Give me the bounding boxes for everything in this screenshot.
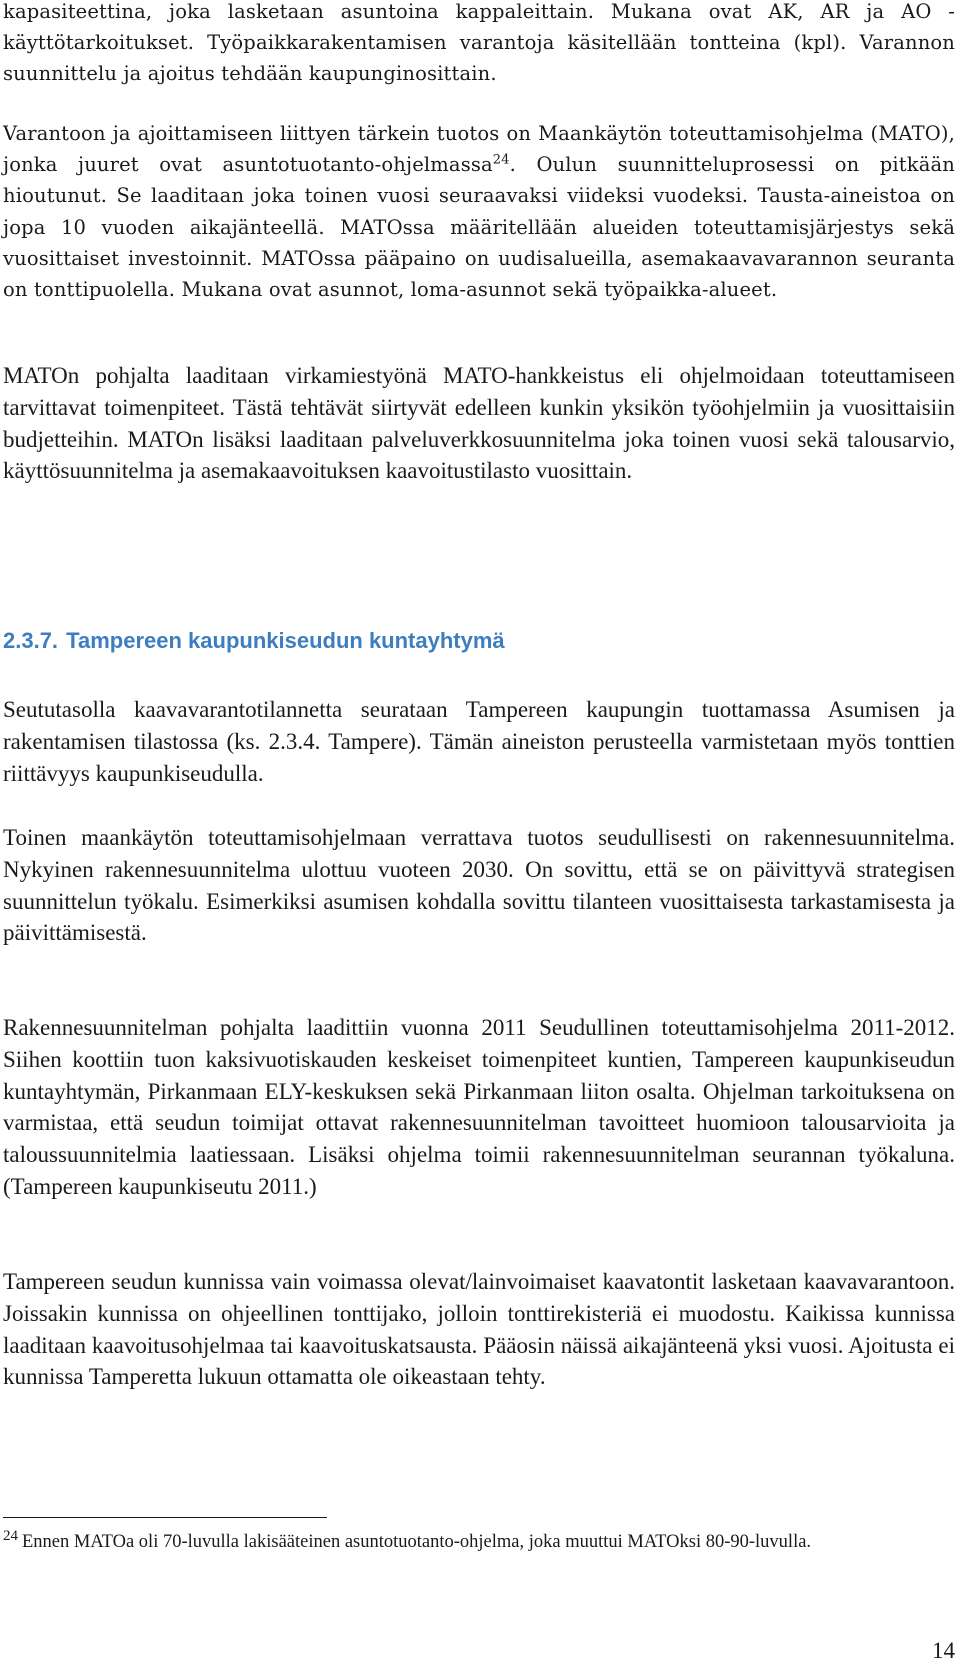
paragraph-toteuttamisohjelma: Rakennesuunnitelman pohjalta laadittiin vuonna 2011 Seudullinen toteuttamisohjelma 2011-2012. Siihen koottiin tuon kaksivuotiskauden keskeiset toimenpiteet kuntien, Tampereen kaupunkiseudun kuntayhtymän, Pirkanmaan ELY-keskuksen sekä Pirkanmaan liiton osalta. Ohjelman tarkoituksena on varmistaa, että seudun toimijat ottavat rakennesuunnitelman tavoitteet huomioon talousarvioita ja taloussuunnitelmia laatiessaan. Lisäksi ohjelma toimii rakennesuunnitelman seurannan työkaluna. (Tampereen kaupunkiseutu 2011.)	[3, 1015, 955, 1199]
section-title: Tampereen kaupunkiseudun kuntayhtymä	[66, 628, 505, 653]
footnote-reference: 24	[492, 152, 510, 168]
section-number: 2.3.7.	[3, 628, 59, 653]
paragraph-kaavavaranto: Tampereen seudun kunnissa vain voimassa olevat/lainvoimaiset kaavatontit lasketaan kaavavarantoon. Joissakin kunnissa on ohjeellinen tonttijako, jolloin tonttirekisteriä ei muodostu. Kaikissa kunnissa laaditaan kaavoitusohjelmaa tai kaavoituskatsausta. Pääosin näissä aikajänteenä yksi vuosi. Ajoitusta ei kunnissa Tamperetta lukuun ottamatta ole oikeastaan tehty.	[3, 1269, 955, 1390]
footnote-mark: 24	[3, 1527, 18, 1544]
footnote-text: Ennen MATOa oli 70-luvulla lakisääteinen asuntotuotanto-ohjelma, joka muuttui MATOksi 80-90-luvulla.	[22, 1532, 812, 1552]
page-number: 14	[932, 1638, 955, 1663]
footnote-separator	[3, 1517, 327, 1518]
paragraph-varanto-kapasiteetti: kapasiteettina, joka lasketaan asuntoina kappaleittain. Mukana ovat AK, AR ja AO -käyttötarkoitukset. Työpaikkarakentamisen varantoja käsitellään tontteina (kpl). Varannon suunnittelu ja ajoitus tehdään kaupunginosittain.	[3, 0, 955, 86]
paragraph-rakennesuunnitelma: Toinen maankäytön toteuttamisohjelmaan verrattava tuotos seudullisesti on rakennesuunnitelma. Nykyinen rakennesuunnitelma ulottuu vuoteen 2030. On sovittu, että se on päivittyvä strategisen suunnittelun työkalu. Esimerkiksi asumisen kohdalla sovittu tilanteen vuosittaisesta tarkastamisesta ja päivittämisestä.	[3, 825, 955, 946]
paragraph-mato	[3, 118, 955, 305]
paragraph-seututaso: Seututasolla kaavavarantotilannetta seurataan Tampereen kaupungin tuottamassa Asumisen ja rakentamisen tilastossa (ks. 2.3.4. Tampere). Tämän aineiston perusteella varmistetaan myös tonttien riittävyys kaupunkiseudulla.	[3, 697, 955, 786]
footnote	[3, 1528, 955, 1557]
paragraph-mato-hankkeistus: MATOn pohjalta laaditaan virkamiestyönä MATO-hankkeistus eli ohjelmoidaan toteuttamiseen tarvittavat toimenpiteet. Tästä tehtävät siirtyvät edelleen kunkin yksikön työohjelmiin ja vuosittaisiin budjetteihin. MATOn lisäksi laaditaan palveluverkkosuunnitelma joka toinen vuosi sekä talousarvio, käyttösuunnitelma ja asemakaavoituksen kaavoitustilasto vuosittain.	[3, 363, 955, 484]
paragraph-mato-text-a: Varantoon ja ajoittamiseen liittyen tärkein tuotos on Maankäytön toteuttamisohjelma (MATO), jonka juuret ovat asuntotuotanto-ohjelmassa	[3, 122, 955, 177]
paragraph-mato-text-b: . Oulun suunnitteluprosessi on pitkään hioutunut. Se laaditaan joka toinen vuosi seuraavaksi viideksi vuodeksi. Tausta-aineistoa on jopa 10 vuoden aikajänteellä. MATOssa määritellään alueiden toteuttamisjärjestys sekä vuosittaiset investoinnit. MATOssa pääpaino on uudisalueilla, asemakaavavarannon seuranta on tonttipuolella. Mukana ovat asunnot, loma-asunnot sekä työpaikka-alueet.	[3, 153, 956, 302]
section-heading	[3, 628, 505, 654]
